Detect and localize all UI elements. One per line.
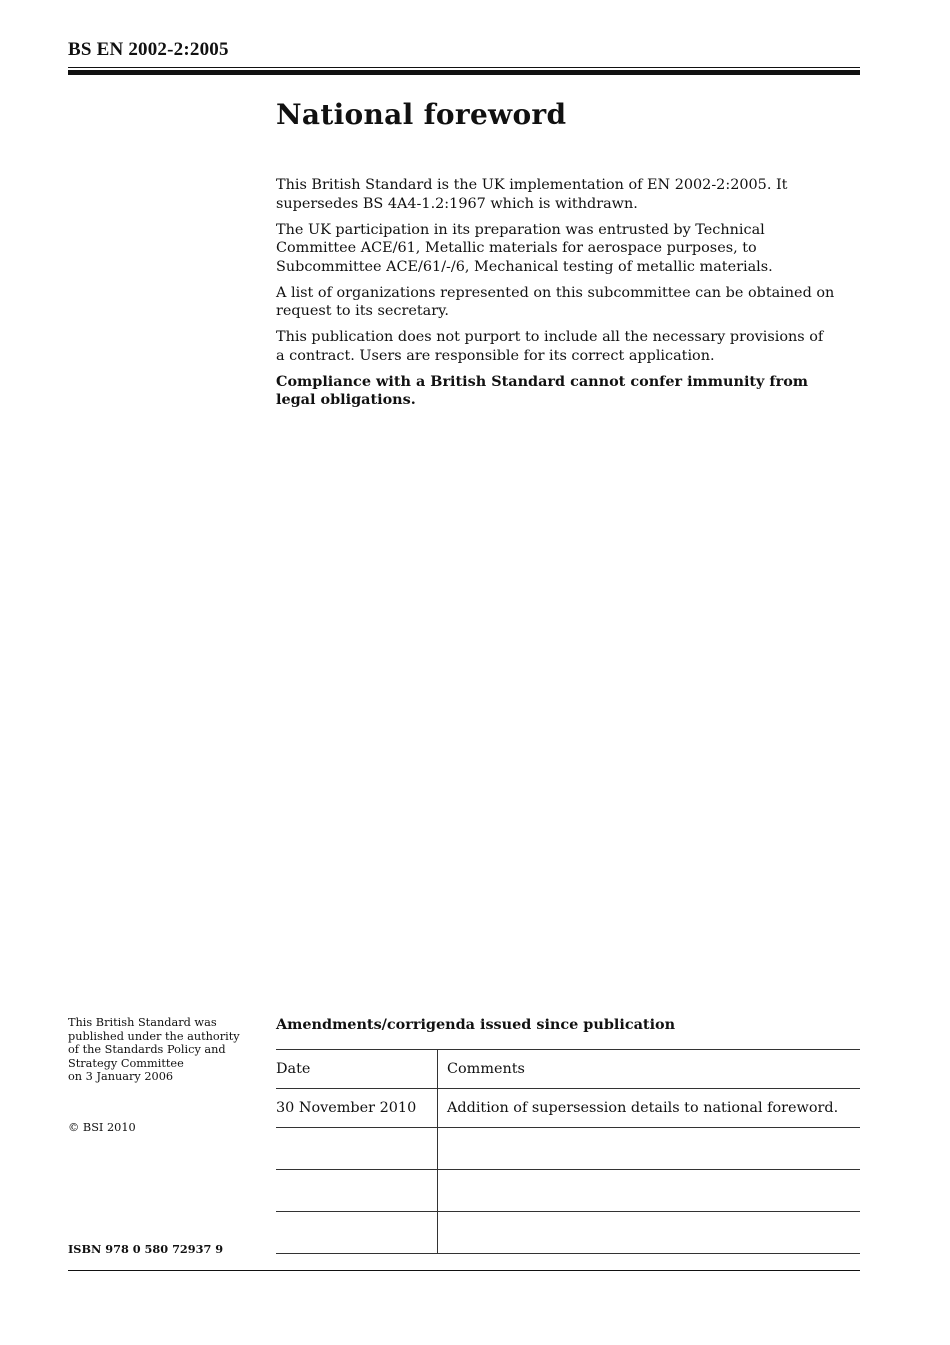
publication-note-line: Strategy Committee [68,1056,184,1070]
compliance-notice: Compliance with a British Standard cannot confer immunity from legal obligations. [276,372,809,408]
document-code: BS EN 2002-2:2005 [68,39,229,60]
copyright-notice: © BSI 2010 [68,1121,136,1134]
column-header-date: Date [276,1050,438,1089]
amendments-heading: Amendments/corrigenda issued since publication [276,1016,676,1033]
publication-note [68,1016,268,1084]
foreword-body [276,176,836,417]
amendment-comment [438,1170,861,1212]
amendment-comment: Addition of supersession details to national foreword. [438,1089,861,1128]
foreword-paragraph-participation: The UK participation in its preparation was entrusted by Technical Committee ACE/61, Metallic materials for aerospace purposes, to Subcommittee ACE/61/-/6, Mechanical testing of metallic materials. [276,221,773,275]
page-title: National foreword [276,98,567,131]
amendments-table [276,1049,860,1254]
table-row [276,1212,860,1254]
amendment-date [276,1128,438,1170]
table-row [276,1128,860,1170]
amendment-date: 30 November 2010 [276,1089,438,1128]
header-rule-thick [68,70,860,75]
column-header-comments: Comments [438,1050,861,1089]
publication-note-line: of the Standards Policy and [68,1043,226,1056]
isbn: ISBN 978 0 580 72937 9 [68,1242,224,1256]
table-row [276,1089,860,1128]
table-row [276,1170,860,1212]
publication-note-line: published under the authority [68,1029,240,1043]
publication-note-line: This British Standard was [68,1016,217,1029]
table-header-row [276,1050,860,1089]
foreword-paragraph-organizations: A list of organizations represented on this subcommittee can be obtained on request to its secretary. [276,284,835,319]
amendment-date [276,1170,438,1212]
foreword-paragraph-contract: This publication does not purport to include all the necessary provisions of a contract. Users are responsible for its correct application. [276,329,824,364]
foreword-paragraph-implementation: This British Standard is the UK implementation of EN 2002-2:2005. It supersedes BS 4A4-1.2:1967 which is withdrawn. [276,177,788,212]
footer-rule [68,1270,860,1271]
amendment-comment [438,1212,861,1254]
amendment-date [276,1212,438,1254]
amendment-comment [438,1128,861,1170]
publication-note-line: on 3 January 2006 [68,1070,174,1083]
header-rule-thin [68,67,860,68]
